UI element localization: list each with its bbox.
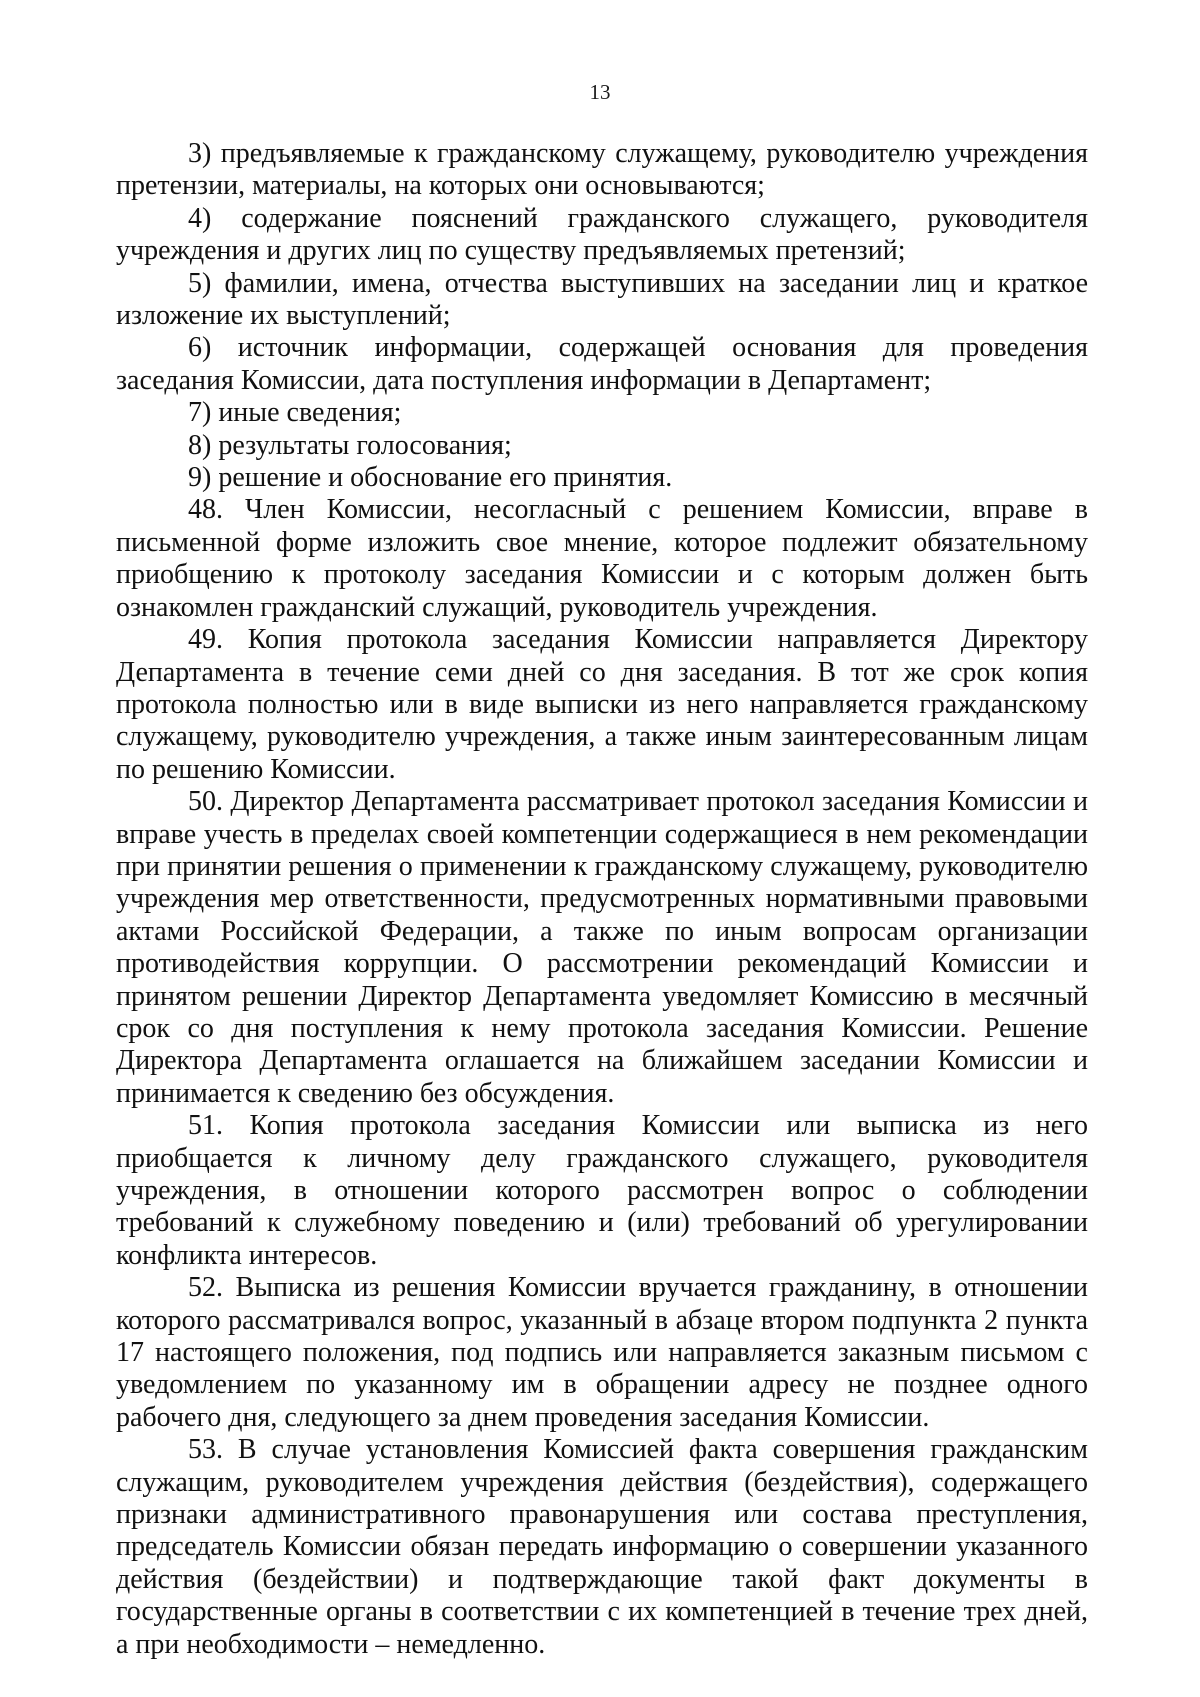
clause-51: 51. Копия протокола заседания Комиссии или выписка из него приобщается к личному делу гражданского служащего, руководителя учреждения, в отношении которого рассмотрен вопрос о соблюдении требований к служебному поведению и (или) требований об урегулировании конфликта интересов. bbox=[116, 1110, 1088, 1271]
clause-50: 50. Директор Департамента рассматривает протокол заседания Комиссии и вправе учесть в пределах своей компетенции содержащиеся в нем рекомендации при принятии решения о применении к гражданскому служащему, руководителю учреждения мер ответственности, предусмотренных нормативными правовыми актами Российской Федерации, а также по иным вопросам организации противодействия коррупции. О рассмотрении рекомендаций Комиссии и принятом решении Директор Департамента уведомляет Комиссию в месячный срок со дня поступления к нему протокола заседания Комиссии. Решение Директора Департамента оглашается на ближайшем заседании Комиссии и принимается к сведению без обсуждения. bbox=[116, 786, 1088, 1109]
list-item-6: 6) источник информации, содержащей основания для проведения заседания Комиссии, дата поступления информации в Департамент; bbox=[116, 332, 1088, 396]
list-item-5: 5) фамилии, имена, отчества выступивших на заседании лиц и краткое изложение их выступлений; bbox=[116, 267, 1088, 332]
list-item-4: 4) содержание пояснений гражданского служащего, руководителя учреждения и других лиц по существу предъявляемых претензий; bbox=[116, 202, 1088, 267]
clause-48: 48. Член Комиссии, несогласный с решением Комиссии, вправе в письменной форме изложить свое мнение, которое подлежит обязательному приобщению к протоколу заседания Комиссии и с которым должен быть ознакомлен гражданский служащий, руководитель учреждения. bbox=[116, 494, 1088, 623]
clause-52: 52. Выписка из решения Комиссии вручается гражданину, в отношении которого рассматривался вопрос, указанный в абзаце втором подпункта 2 пункта 17 настоящего положения, под подпись или направляется заказным письмом с уведомлением по указанному им в обращении адресу не позднее одного рабочего дня, следующего за днем проведения заседания Комиссии. bbox=[116, 1272, 1088, 1433]
list-item-7: 7) иные сведения; bbox=[188, 397, 402, 429]
list-item-9: 9) решение и обоснование его принятия. bbox=[188, 462, 673, 494]
list-item-3: 3) предъявляемые к гражданскому служащему, руководителю учреждения претензии, материалы, на которых они основываются; bbox=[116, 138, 1088, 202]
clause-53: 53. В случае установления Комиссией факта совершения гражданским служащим, руководителем учреждения действия (бездействия), содержащего признаки административного правонарушения или состава преступления, председатель Комиссии обязан передать информацию о совершении указанного действия (бездействии) и подтверждающие такой факт документы в государственные органы в соответствии с их компетенцией в течение трех дней, а при необходимости – немедленно. bbox=[116, 1434, 1088, 1660]
page-number: 13 bbox=[589, 80, 611, 104]
list-item-8: 8) результаты голосования; bbox=[188, 429, 512, 461]
document-body bbox=[116, 138, 1088, 1661]
clause-49: 49. Копия протокола заседания Комиссии направляется Директору Департамента в течение семи дней со дня заседания. В тот же срок копия протокола полностью или в виде выписки из него направляется гражданскому служащему, руководителю учреждения, а также иным заинтересованным лицам по решению Комиссии. bbox=[116, 624, 1088, 785]
